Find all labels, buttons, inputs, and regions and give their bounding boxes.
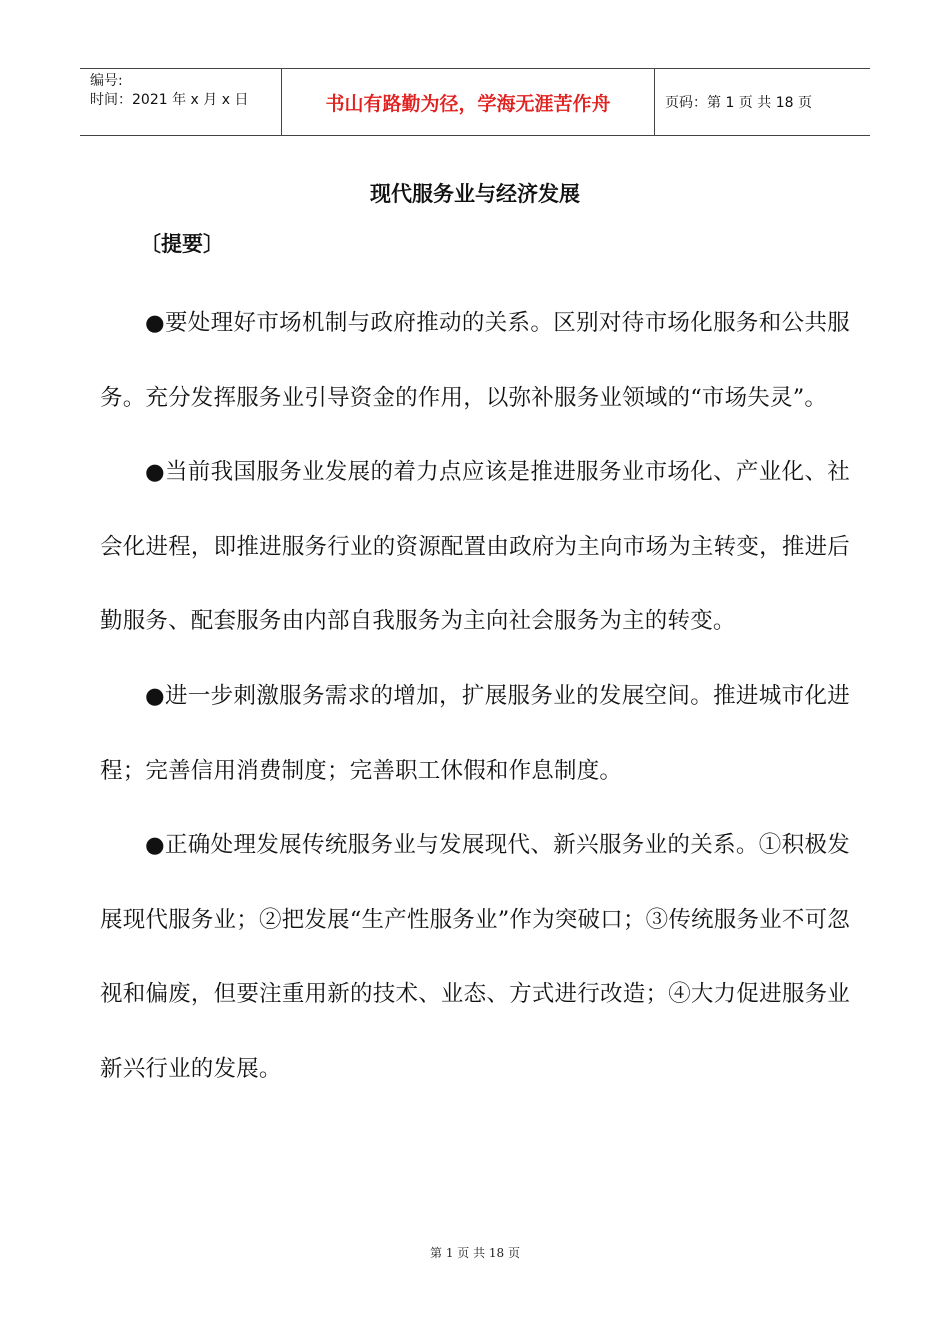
paragraph-3: ●进一步刺激服务需求的增加，扩展服务业的发展空间。推进城市化进程；完善信用消费制度；完善职工休假和作息制度。 <box>100 682 850 784</box>
page-number-label: 页码：第 1 页 共 18 页 <box>665 95 812 111</box>
paragraph-1: ●要处理好市场机制与政府推动的关系。区别对待市场化服务和公共服务。充分发挥服务业引导资金的作用，以弥补服务业领域的“市场失灵”。 <box>100 310 850 411</box>
paragraph-4: ●正确处理发展传统服务业与发展现代、新兴服务业的关系。①积极发展现代服务业；②把发展“生产性服务业”作为突破口；③传统服务业不可忽视和偏废，但要注重用新的技术、业态、方式进行改造；④大力促进服务业新兴行业的发展。 <box>100 832 850 1082</box>
page-footer: 第 1 页 共 18 页 <box>430 1246 520 1260</box>
header-meta-cell <box>80 69 282 135</box>
serial-number-label: 编号: <box>90 73 123 89</box>
date-label: 时间：2021 年 x 月 x 日 <box>90 92 249 108</box>
document-title: 现代服务业与经济发展 <box>370 182 580 206</box>
motto-text: 书山有路勤为径，学海无涯苦作舟 <box>325 92 611 115</box>
motto-cell <box>282 69 655 135</box>
paragraph-2: ●当前我国服务业发展的着力点应该是推进服务业市场化、产业化、社会化进程，即推进服务行业的资源配置由政府为主向市场为主转变，推进后勤服务、配套服务由内部自我服务为主向社会服务为主的转变。 <box>100 459 850 635</box>
document-body <box>100 286 850 1107</box>
abstract-heading: 〔提要〕 <box>140 232 224 256</box>
document-header <box>80 68 870 136</box>
page-info-cell <box>655 69 870 135</box>
